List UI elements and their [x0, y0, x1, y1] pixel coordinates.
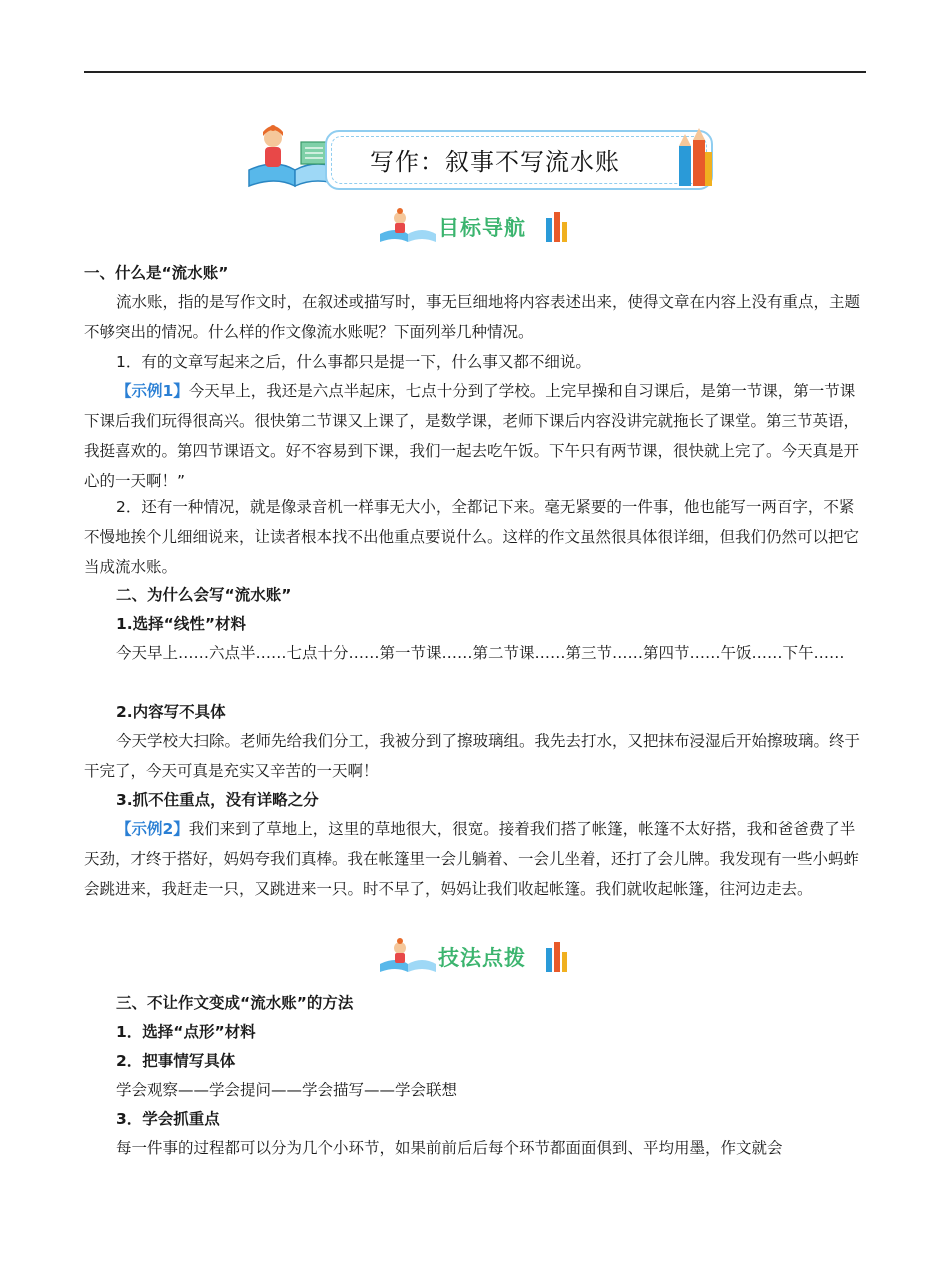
- example2-text: 我们来到了草地上，这里的草地很大，很宽。接着我们搭了帐篷，帐篷不太好搭，我和爸爸费了半天劲，才终于搭好，妈妈夸我们真棒。我在帐篷里一会儿躺着、一会儿坐着，还打了会儿牌。我发现有一些小蚂蚱会跳进来，我赶走一只，又跳进来一只。时不早了，妈妈让我们收起帐篷。我们就收起帐篷，往河边走去。: [84, 820, 860, 898]
- section3-heading: 三、不让作文变成“流水账”的方法: [116, 994, 354, 1012]
- example1-paragraph: [84, 376, 866, 496]
- section2-sub1: 1.选择“线性”材料: [116, 615, 247, 633]
- example1-tag: 【示例1】: [116, 382, 189, 400]
- goal-badge: [378, 206, 578, 246]
- section3-sub1: 1．选择“点形”材料: [116, 1023, 256, 1041]
- section2-sub2-text: 今天学校大扫除。老师先给我们分工，我被分到了擦玻璃组。我先去打水，又把抹布浸湿后开始擦玻璃。终于干完了，今天可真是充实又辛苦的一天啊！: [84, 732, 861, 780]
- example2-paragraph: [84, 814, 866, 904]
- page-title: 写作：叙事不写流水账: [370, 148, 620, 176]
- skill-badge-label: 技法点拨: [438, 946, 526, 970]
- section1-item2: 2．还有一种情况，就是像录音机一样事无大小，全都记下来。毫无紧要的一件事，他也能写一两百字，不紧不慢地挨个儿细细说来，让读者根本找不出他重点要说什么。这样的作文虽然很具体很详细，但我们仍然可以把它当成流水账。: [84, 498, 860, 576]
- example2-tag: 【示例2】: [116, 820, 189, 838]
- section3-sub2: 2．把事情写具体: [116, 1052, 236, 1070]
- header-rule: [84, 71, 866, 73]
- section2-sub3: 3.抓不住重点，没有详略之分: [116, 791, 319, 809]
- section3-sub3: 3．学会抓重点: [116, 1110, 220, 1128]
- pencils-icon: [673, 126, 713, 190]
- title-banner: [245, 124, 725, 192]
- section2-sub2: 2.内容写不具体: [116, 703, 226, 721]
- goal-badge-label: 目标导航: [438, 216, 526, 240]
- skill-badge: [378, 936, 578, 976]
- section2-sub1-text: 今天早上……六点半……七点十分……第一节课……第二节课……第三节……第四节……午饭……下午……: [116, 644, 845, 662]
- section1-heading: 一、什么是“流水账”: [84, 264, 229, 282]
- section3-sub2-text: 学会观察——学会提问——学会描写——学会联想: [116, 1081, 458, 1099]
- section3-sub3-text: 每一件事的过程都可以分为几个小环节，如果前前后后每个环节都面面俱到、平均用墨，作文就会: [116, 1139, 783, 1157]
- example1-text: 今天早上，我还是六点半起床，七点十分到了学校。上完早操和自习课后，是第一节课，第一节课下课后我们玩得很高兴。很快第二节课又上课了，是数学课，老师下课后内容没讲完就拖长了课堂。第三节英语，我挺喜欢的。第四节课语文。好不容易到下课，我们一起去吃午饭。下午只有两节课，很快就上完了。今天真是开心的一天啊！”: [84, 382, 860, 490]
- section2-heading: 二、为什么会写“流水账”: [116, 586, 292, 604]
- section1-intro: 流水账，指的是写作文时，在叙述或描写时，事无巨细地将内容表述出来，使得文章在内容上没有重点，主题不够突出的情况。什么样的作文像流水账呢？下面列举几种情况。: [84, 293, 861, 341]
- section1-item1: 1．有的文章写起来之后，什么事都只是提一下，什么事又都不细说。: [116, 353, 591, 371]
